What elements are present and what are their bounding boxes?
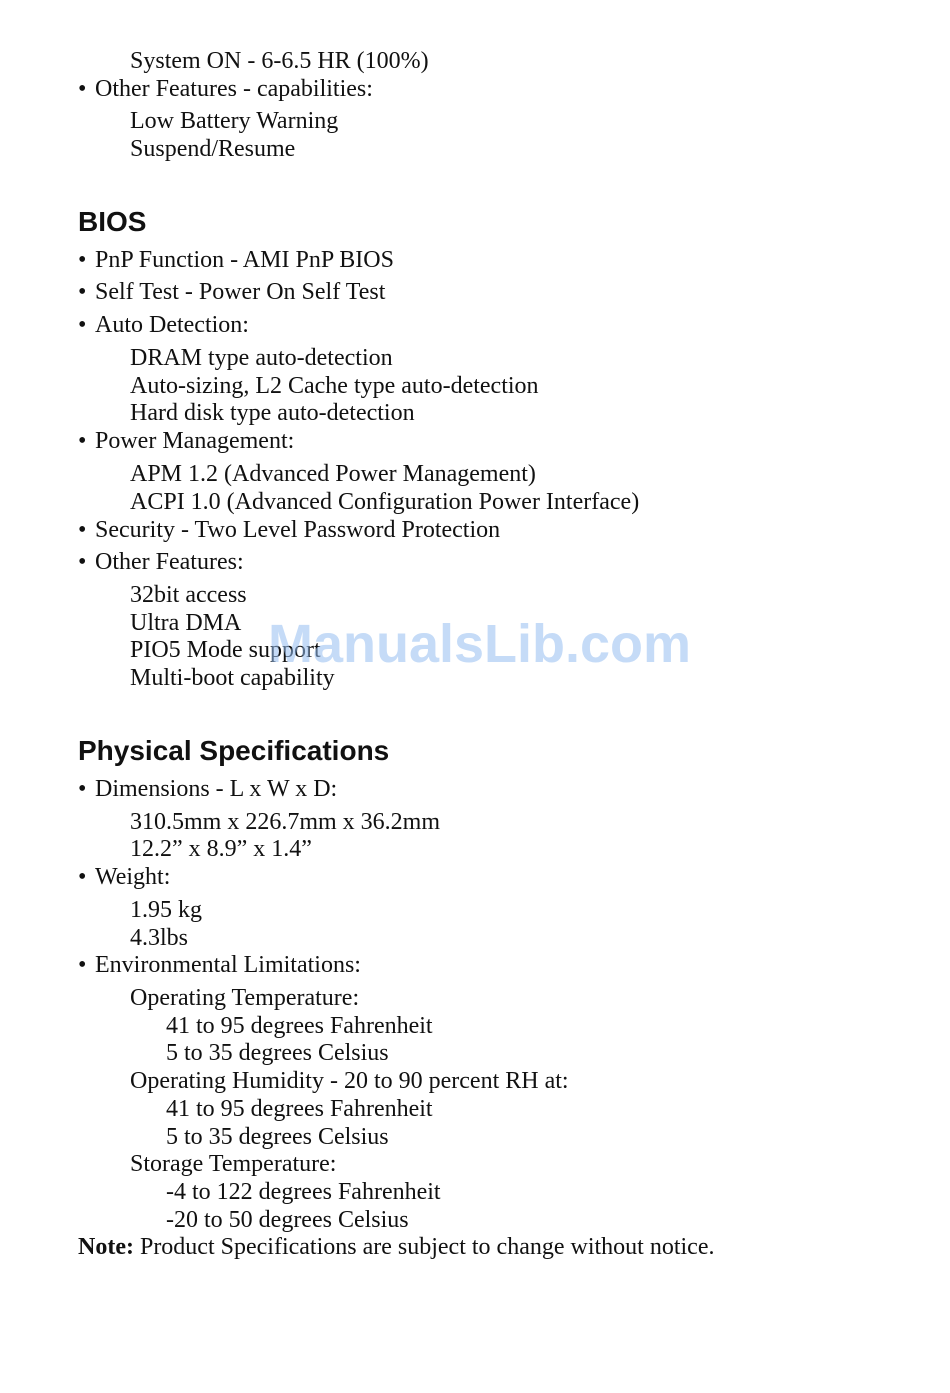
- note: [78, 1233, 714, 1261]
- note-label: Note:: [78, 1234, 134, 1260]
- physical-specifications-heading: Physical Specifications: [78, 735, 390, 766]
- bullet-icon: •: [78, 76, 87, 102]
- bullet-icon: •: [78, 517, 87, 543]
- weight-item: 4.3lbs: [130, 925, 189, 951]
- bios-heading: BIOS: [78, 206, 147, 237]
- power-management-item: ACPI 1.0 (Advanced Configuration Power Interface): [130, 489, 640, 515]
- bullet-label: Other Features - capabilities:: [95, 76, 373, 102]
- bullet-other-features: [78, 548, 244, 576]
- operating-humidity-item: 41 to 95 degrees Fahrenheit: [166, 1096, 433, 1122]
- bullet-dimensions: [78, 775, 337, 803]
- bullet-label: Other Features:: [95, 549, 244, 575]
- operating-temperature-item: 5 to 35 degrees Celsius: [166, 1040, 389, 1066]
- bullet-icon: •: [78, 247, 87, 273]
- other-feature-item: Ultra DMA: [130, 610, 242, 636]
- bullet-power-management: [78, 427, 294, 455]
- bullet-other-features-capabilities: [78, 75, 373, 103]
- bullet-label: Environmental Limitations:: [95, 952, 361, 978]
- operating-humidity: Operating Humidity - 20 to 90 percent RH at:: [130, 1068, 569, 1094]
- bullet-weight: [78, 863, 170, 891]
- battery-system-on: System ON - 6-6.5 HR (100%): [130, 48, 429, 74]
- bullet-label: Weight:: [95, 864, 171, 890]
- weight-item: 1.95 kg: [130, 897, 202, 923]
- other-feature-item: PIO5 Mode support: [130, 637, 321, 663]
- bullet-icon: •: [78, 952, 87, 978]
- bullet-label: Self Test - Power On Self Test: [95, 279, 386, 305]
- other-feature-item: 32bit access: [130, 582, 247, 608]
- suspend-resume: Suspend/Resume: [130, 136, 296, 162]
- operating-temperature-item: 41 to 95 degrees Fahrenheit: [166, 1013, 433, 1039]
- auto-detection-item: Hard disk type auto-detection: [130, 400, 415, 426]
- bullet-icon: •: [78, 864, 87, 890]
- bullet-auto-detection: [78, 311, 249, 339]
- bullet-label: Security - Two Level Password Protection: [95, 517, 501, 543]
- operating-temperature: Operating Temperature:: [130, 985, 360, 1011]
- bullet-icon: •: [78, 776, 87, 802]
- auto-detection-item: DRAM type auto-detection: [130, 345, 393, 371]
- dimension-item: 310.5mm x 226.7mm x 36.2mm: [130, 809, 441, 835]
- bullet-environmental-limitations: [78, 951, 361, 979]
- bullet-label: Power Management:: [95, 428, 295, 454]
- storage-temperature: Storage Temperature:: [130, 1151, 337, 1177]
- auto-detection-item: Auto-sizing, L2 Cache type auto-detection: [130, 373, 539, 399]
- power-management-item: APM 1.2 (Advanced Power Management): [130, 461, 536, 487]
- bullet-icon: •: [78, 428, 87, 454]
- bullet-pnp-function: [78, 246, 394, 274]
- other-feature-item: Multi-boot capability: [130, 665, 335, 691]
- bullet-icon: •: [78, 549, 87, 575]
- storage-temperature-item: -4 to 122 degrees Fahrenheit: [166, 1179, 441, 1205]
- bullet-label: PnP Function - AMI PnP BIOS: [95, 247, 394, 273]
- bullet-security: [78, 516, 500, 544]
- watermark: ManualsLib.com: [268, 614, 692, 674]
- note-text: Product Specifications are subject to change without notice.: [133, 1234, 715, 1260]
- storage-temperature-item: -20 to 50 degrees Celsius: [166, 1207, 409, 1233]
- bullet-self-test: [78, 278, 385, 306]
- bullet-icon: •: [78, 279, 87, 305]
- operating-humidity-item: 5 to 35 degrees Celsius: [166, 1124, 389, 1150]
- bullet-label: Auto Detection:: [95, 312, 249, 338]
- dimension-item: 12.2” x 8.9” x 1.4”: [130, 836, 312, 862]
- low-battery-warning: Low Battery Warning: [130, 108, 339, 134]
- bullet-label: Dimensions - L x W x D:: [95, 776, 338, 802]
- bullet-icon: •: [78, 312, 87, 338]
